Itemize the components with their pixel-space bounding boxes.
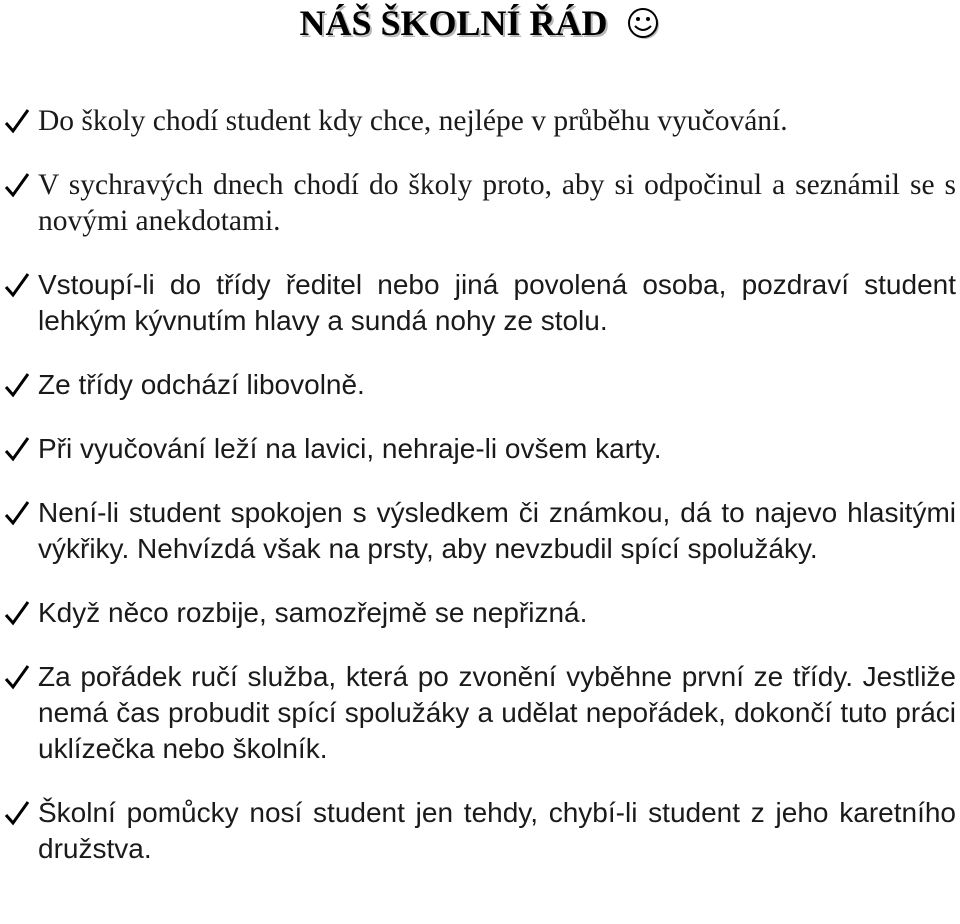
rule-text: V sychravých dnech chodí do školy proto, aby si odpočinul a seznámil se s novými anekdotami. xyxy=(38,169,956,237)
rule-text: Ze třídy odchází libovolně. xyxy=(38,369,365,400)
checkmark-icon xyxy=(4,799,30,827)
page-title: NÁŠ ŠKOLNÍ ŘÁD xyxy=(299,3,608,43)
rule-text: Za pořádek ručí služba, která po zvonění vyběhne první ze třídy. Jestliže nemá čas probudit spící spolužáky a udělat nepořádek, dokončí tuto práci uklízečka nebo školník. xyxy=(38,661,956,764)
rule-text: Do školy chodí student kdy chce, nejlépe v průběhu vyučování. xyxy=(38,105,788,137)
checkmark-icon xyxy=(4,435,30,463)
rule-text: Když něco rozbije, samozřejmě se nepřizná. xyxy=(38,597,588,628)
checkmark-icon xyxy=(4,171,30,199)
list-item xyxy=(0,267,960,339)
checkmark-icon xyxy=(4,107,30,135)
list-item xyxy=(0,431,960,467)
list-item xyxy=(0,595,960,631)
list-item xyxy=(0,659,960,767)
smiley-icon xyxy=(627,7,661,50)
rules-list xyxy=(0,103,960,895)
rule-text: Není-li student spokojen s výsledkem či známkou, dá to najevo hlasitými výkřiky. Nehvízdá však na prsty, aby nevzbudil spící spolužáky. xyxy=(38,497,956,564)
list-item xyxy=(0,367,960,403)
rule-text: Školní pomůcky nosí student jen tehdy, chybí-li student z jeho karetního družstva. xyxy=(38,797,956,864)
list-item xyxy=(0,103,960,139)
list-item xyxy=(0,795,960,867)
page-title-row xyxy=(0,2,960,50)
checkmark-icon xyxy=(4,271,30,299)
rule-text: Při vyučování leží na lavici, nehraje-li ovšem karty. xyxy=(38,433,662,464)
checkmark-icon xyxy=(4,663,30,691)
checkmark-icon xyxy=(4,371,30,399)
list-item xyxy=(0,495,960,567)
checkmark-icon xyxy=(4,599,30,627)
list-item xyxy=(0,167,960,239)
checkmark-icon xyxy=(4,499,30,527)
rule-text: Vstoupí-li do třídy ředitel nebo jiná povolená osoba, pozdraví student lehkým kývnutím hlavy a sundá nohy ze stolu. xyxy=(38,269,956,336)
